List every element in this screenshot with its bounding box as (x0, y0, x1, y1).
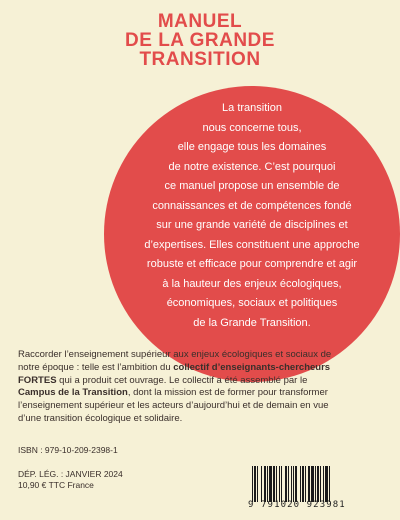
barcode-bar (317, 466, 319, 502)
book-title (0, 12, 400, 69)
description-line: Raccorder l’enseignement supérieur aux enjeux écologiques et sociaux de (18, 349, 332, 360)
barcode-bar (295, 466, 297, 502)
barcode-bar (276, 466, 277, 502)
barcode-bar (269, 466, 272, 502)
title-line-3: TRANSITION (139, 49, 261, 70)
barcode-bar (308, 466, 310, 502)
blurb-line: économiques, sociaux et politiques (166, 297, 338, 309)
blurb-line: elle engage tous les domaines (177, 141, 327, 153)
description-line (18, 387, 368, 400)
barcode-bar (254, 466, 256, 502)
barcode-bar (267, 466, 268, 502)
description-text: , dont la mission est de former pour transformer (127, 387, 328, 399)
barcode-bar (320, 466, 321, 502)
blurb-line: robuste et efficace pour comprendre et agir (146, 258, 358, 270)
barcode-bar (273, 466, 275, 502)
blurb-line: de notre existence. C’est pourquoi (168, 160, 336, 173)
collective-acronym: FORTES (18, 374, 57, 386)
description-text: qui a produit cet ouvrage. Le collectif a été assemblé par le (56, 374, 308, 386)
barcode-bar (281, 466, 282, 502)
barcode-bar (293, 466, 294, 502)
collective-name: collectif d’enseignants-chercheurs (173, 361, 331, 373)
barcode (248, 466, 372, 502)
blurb-line: La transition (222, 102, 282, 114)
barcode-bar (288, 466, 289, 502)
barcode-bar (300, 466, 301, 502)
blurb-line: d’expertises. Elles constituent une approche (144, 238, 360, 251)
barcode-bar (264, 466, 266, 502)
blurb-text (96, 99, 400, 333)
barcode-bar (302, 466, 304, 502)
description-line: d’une transition écologique et solidaire. (18, 412, 183, 424)
description-text: notre époque : telle est l’ambition du (18, 361, 174, 373)
price: 10,90 € TTC France (18, 480, 94, 490)
description-paragraph (18, 349, 368, 426)
barcode-bar (261, 466, 262, 502)
barcode-bar (285, 466, 287, 502)
description-line: l’enseignement supérieur et les acteurs d’aujourd’hui et de demain en vue (18, 400, 329, 412)
barcode-bar (323, 466, 324, 502)
blurb-line: ce manuel propose un ensemble de (164, 180, 340, 192)
legal-deposit: DÉP. LÉG. : JANVIER 2024 (18, 469, 123, 479)
blurb-line: sur une grande variété de disciplines et (156, 219, 348, 231)
description-line (18, 362, 368, 375)
title-line-2: DE LA GRANDE (125, 30, 275, 51)
blurb-line: connaissances et de compétences fondé (152, 199, 352, 212)
blurb-line: de la Grande Transition. (193, 316, 311, 329)
blurb-line: à la hauteur des enjeux écologiques, (162, 277, 342, 290)
barcode-bar (329, 466, 330, 502)
barcode-bar (279, 466, 280, 502)
barcode-digits: 9 791020 923981 (248, 500, 346, 510)
barcode-bar (291, 466, 292, 502)
barcode-bar (315, 466, 316, 502)
isbn: ISBN : 979-10-209-2398-1 (18, 445, 118, 455)
title-line-1: MANUEL (157, 11, 243, 32)
barcode-bar (257, 466, 258, 502)
description-line (18, 375, 368, 388)
barcode-bar (311, 466, 314, 502)
blurb-line: nous concerne tous, (202, 121, 302, 134)
barcode-bar (305, 466, 306, 502)
campus-name: Campus de la Transition (18, 387, 128, 399)
publication-info (18, 445, 123, 491)
barcode-bar (252, 466, 253, 502)
barcode-bar (325, 466, 328, 502)
